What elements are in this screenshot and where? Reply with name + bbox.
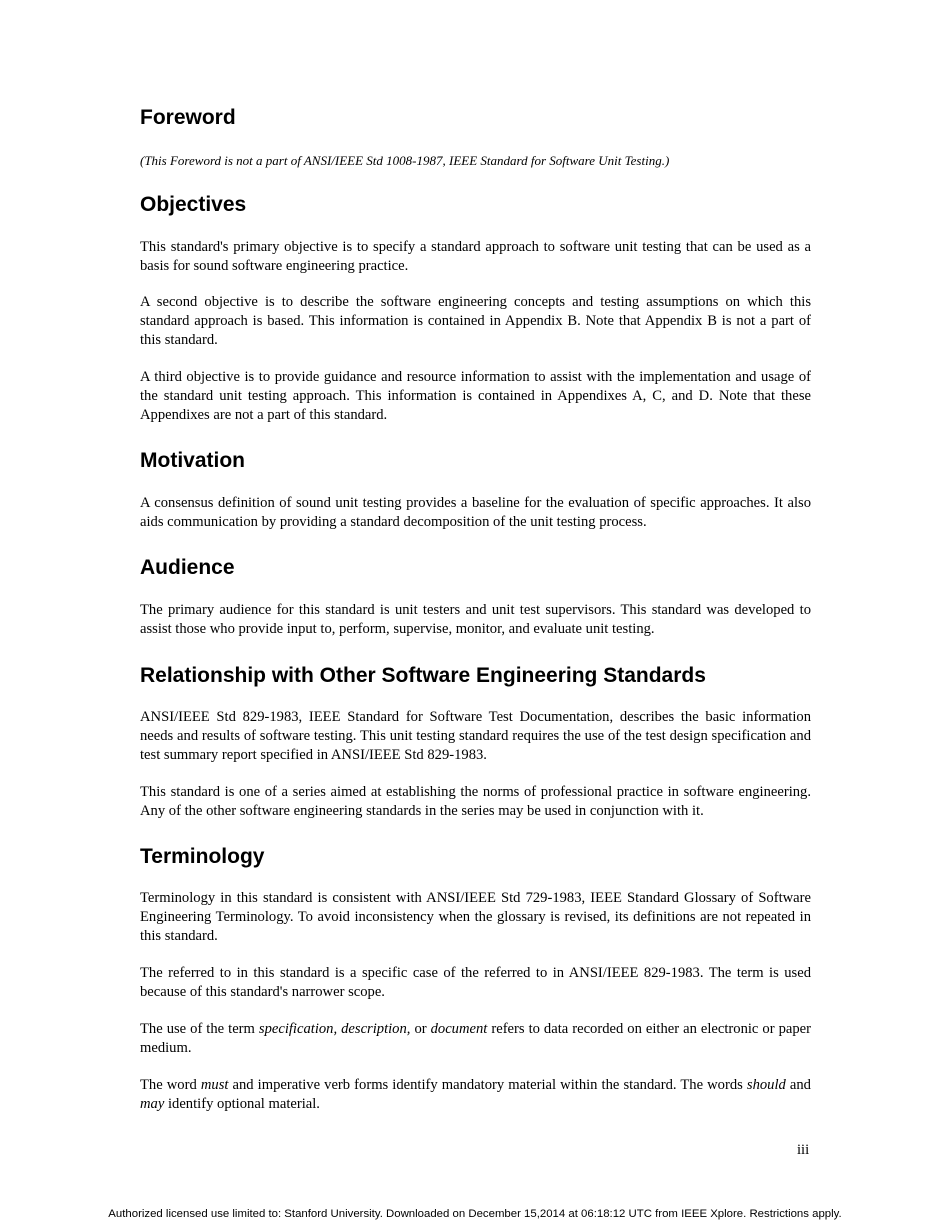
motivation-paragraph: A consensus definition of sound unit testing provides a baseline for the evaluation of specific approaches. It also aids communication by providing a standard decomposition of the unit testing process. xyxy=(140,495,811,530)
terminology-paragraph-2: The referred to in this standard is a specific case of the referred to in ANSI/IEEE 829-1983. The term is used because of this standard's narrower scope. xyxy=(140,965,811,1000)
relationship-paragraph-1: ANSI/IEEE Std 829-1983, IEEE Standard for Software Test Documentation, describes the basic information needs and results of software testing. This unit testing standard requires the use of the test design specification and test summary report specified in ANSI/IEEE Std 829-1983. xyxy=(140,709,811,763)
objectives-heading: Objectives xyxy=(140,193,247,216)
audience-heading: Audience xyxy=(140,556,235,579)
terminology-paragraph-1: Terminology in this standard is consistent with ANSI/IEEE Std 729-1983, IEEE Standard Glossary of Software Engineering Terminology. To avoid inconsistency when the glossary is revised, its definitions are not repeated in this standard. xyxy=(140,890,811,944)
terminology-paragraph-4: The word must and imperative verb forms identify mandatory material within the standard. The words should and may identify optional material. xyxy=(140,1077,811,1112)
objectives-paragraph-3: A third objective is to provide guidance and resource information to assist with the implementation and usage of the standard unit testing approach. This information is contained in Appendixes A, C, and D. Note that these Appendixes are not a part of this standard. xyxy=(140,369,811,423)
relationship-heading: Relationship with Other Software Engineering Standards xyxy=(140,664,706,687)
terminology-paragraph-3: The use of the term specification, description, or document refers to data recorded on either an electronic or paper medium. xyxy=(140,1021,811,1056)
terminology-heading: Terminology xyxy=(140,845,265,868)
page-number: iii xyxy=(797,1142,810,1158)
objectives-paragraph-2: A second objective is to describe the software engineering concepts and testing assumptions on which this standard approach is based. This information is contained in Appendix B. Note that Appendix B is not a part of this standard. xyxy=(140,294,811,348)
objectives-paragraph-1: This standard's primary objective is to specify a standard approach to software unit testing that can be used as a basis for sound software engineering practice. xyxy=(140,239,811,274)
foreword-heading: Foreword xyxy=(140,106,236,129)
foreword-note: (This Foreword is not a part of ANSI/IEEE Std 1008-1987, IEEE Standard for Software Unit Testing.) xyxy=(140,153,670,168)
license-footer: Authorized licensed use limited to: Stanford University. Downloaded on December 15,2014 at 06:18:12 UTC from IEEE Xplore. Restrictions apply. xyxy=(108,1208,842,1220)
audience-paragraph: The primary audience for this standard is unit testers and unit test supervisors. This standard was developed to assist those who provide input to, perform, supervise, monitor, and evaluate unit testing. xyxy=(140,602,811,637)
relationship-paragraph-2: This standard is one of a series aimed at establishing the norms of professional practice in software engineering. Any of the other software engineering standards in the series may be used in conjunction with it. xyxy=(140,784,811,819)
motivation-heading: Motivation xyxy=(140,449,245,472)
